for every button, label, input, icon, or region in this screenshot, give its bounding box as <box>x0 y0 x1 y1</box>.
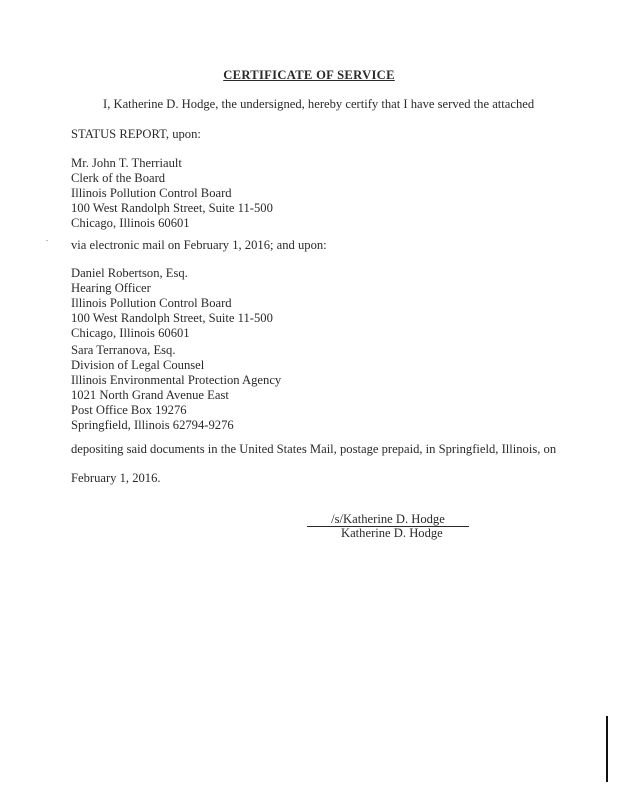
scan-speck <box>46 240 48 241</box>
intro-paragraph: I, Katherine D. Hodge, the undersigned, hereby certify that I have served the attached <box>103 97 535 111</box>
address-line: Mr. John T. Therriault <box>71 156 182 170</box>
address-line: Daniel Robertson, Esq. <box>71 266 188 280</box>
address-line: Illinois Environmental Protection Agency <box>71 373 282 387</box>
recipient-address-1 <box>71 156 273 231</box>
mail-service-line: depositing said documents in the United States Mail, postage prepaid, in Springfield, Illinois, on <box>71 442 557 456</box>
address-line: 1021 North Grand Avenue East <box>71 388 229 402</box>
address-line: Chicago, Illinois 60601 <box>71 216 190 230</box>
signer-name: Katherine D. Hodge <box>341 526 443 540</box>
address-line: Sara Terranova, Esq. <box>71 343 176 357</box>
service-date: February 1, 2016. <box>71 471 161 485</box>
address-line: Clerk of the Board <box>71 171 166 185</box>
address-line: 100 West Randolph Street, Suite 11-500 <box>71 201 273 215</box>
signature-line: /s/Katherine D. Hodge <box>307 513 469 527</box>
recipient-address-3 <box>71 343 281 433</box>
email-service-line: via electronic mail on February 1, 2016; and upon: <box>71 238 327 252</box>
address-line: Chicago, Illinois 60601 <box>71 326 190 340</box>
scan-edge-mark <box>606 716 608 782</box>
address-line: 100 West Randolph Street, Suite 11-500 <box>71 311 273 325</box>
recipient-address-2 <box>71 266 273 341</box>
address-line: Illinois Pollution Control Board <box>71 296 232 310</box>
address-line: Springfield, Illinois 62794-9276 <box>71 418 234 432</box>
address-line: Hearing Officer <box>71 281 151 295</box>
address-line: Post Office Box 19276 <box>71 403 187 417</box>
document-title: CERTIFICATE OF SERVICE <box>223 68 395 82</box>
address-line: Illinois Pollution Control Board <box>71 186 232 200</box>
address-line: Division of Legal Counsel <box>71 358 205 372</box>
status-report-line: STATUS REPORT, upon: <box>71 127 201 141</box>
